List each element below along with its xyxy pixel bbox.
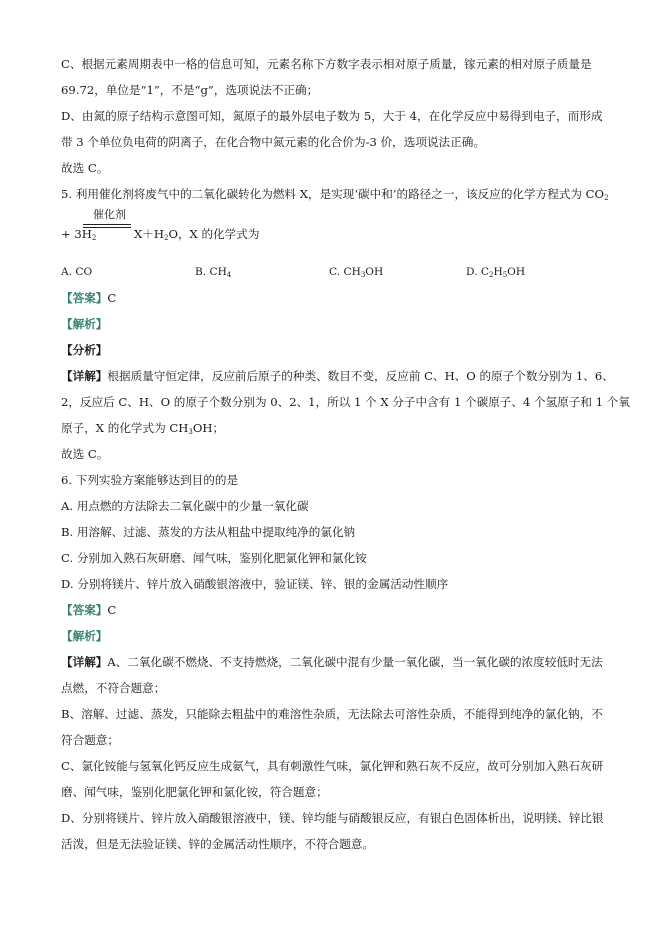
question-5-stem: 5. 利用催化剂将废气中的二氧化碳转化为燃料 X，是实现‘碳中和’的路径之一，该反应的化学方程式为 CO [61, 187, 605, 201]
q5-conclusion: 故选 C。 [61, 447, 109, 461]
q5-option-b-text: B. CH [195, 266, 227, 278]
q5-option-c [329, 264, 383, 280]
detail-text: 原子，X 的化学式为 CH [61, 421, 189, 435]
q6-analysis-heading [61, 628, 107, 644]
detail-tail: OH； [192, 421, 225, 435]
q5-fenxi-heading [61, 342, 107, 358]
equals-line-top [83, 224, 131, 225]
detail-text: A、二氧化碳不燃烧、不支持燃烧，二氧化碳中混有少量一氧化碳，当一氧化碳的浓度较低时无法 [107, 655, 603, 669]
q6-detail-d-line-2: 活泼，但是无法验证镁、锌的金属活动性顺序，不符合题意。 [61, 837, 375, 851]
question-6-stem: 6. 下列实验方案能够达到目的的是 [61, 473, 239, 487]
q6-option-d: D. 分别将镁片、锌片放入硝酸银溶液中，验证镁、锌、银的金属活动性顺序 [61, 577, 449, 591]
q6-answer [61, 602, 116, 618]
q6-detail-b-line-1: B、溶解、过滤、蒸发，只能除去粗盐中的难溶性杂质，无法除去可溶性杂质，不能得到纯净的氯化钠，不 [61, 707, 603, 721]
option-c-explanation-line-1: C、根据元素周期表中一格的信息可知，元素名称下方数字表示相对原子质量，镓元素的相对原子质量是 [61, 57, 592, 71]
equation-reactant-h2: + 3H [61, 227, 92, 241]
answer-tag: 【答案】 [61, 291, 108, 305]
q6-detail-c-line-1: C、氯化铵能与氢氧化钙反应生成氨气，具有刺激性气味，氯化钾和熟石灰不反应，故可分别加入熟石灰研 [61, 759, 604, 773]
detail-text: 根据质量守恒定律，反应前后原子的种类、数目不变，反应前 C、H、O 的原子个数分别为 1、6、 [107, 369, 614, 383]
q5-answer [61, 290, 116, 306]
question-5-text [61, 186, 609, 202]
q5-option-c-tail: OH [365, 266, 384, 278]
q5-detail-line-2: 2，反应后 C、H、O 的原子个数分别为 0、2、1，所以 1 个 X 分子中含有 1 个碳原子、4 个氢原子和 1 个氧 [61, 395, 630, 409]
answer-tag: 【答案】 [61, 603, 108, 617]
subscript: 2 [604, 194, 609, 202]
subscript: 2 [163, 234, 169, 242]
q5-detail-line-1 [61, 368, 614, 384]
q6-detail-c-line-2: 磨、闻气味，鉴别化肥氯化钾和氯化铵，符合题意； [61, 785, 328, 799]
q6-option-a: A. 用点燃的方法除去二氧化碳中的少量一氧化碳 [61, 499, 309, 513]
option-c-explanation-line-2: 69.72，单位是“1”，不是“g”，选项说法不正确； [61, 83, 319, 97]
q6-detail-b-line-2: 符合题意； [61, 733, 119, 747]
option-d-explanation-line-2: 带 3 个单位负电荷的阴离子，在化合物中氮元素的化合价为-3 价，选项说法正确。 [61, 135, 485, 149]
q6-detail-a-line-2: 点燃，不符合题意； [61, 681, 166, 695]
q5-option-c-text: C. CH [329, 266, 361, 278]
subscript: 2 [488, 271, 494, 279]
q6-option-c: C. 分别加入熟石灰研磨、闻气味，鉴别化肥氯化钾和氯化铵 [61, 551, 367, 565]
q5-option-d-tail: OH [507, 266, 526, 278]
q5-option-d-mid: H [493, 266, 503, 278]
conclusion-previous: 故选 C。 [61, 161, 109, 175]
q5-analysis-heading [61, 316, 107, 332]
q6-detail-a-line-1 [61, 654, 603, 670]
answer-value: C [107, 291, 117, 305]
equation-left [61, 226, 96, 242]
fenxi-tag: 【分析】 [61, 343, 108, 357]
subscript: 4 [226, 271, 232, 279]
equation-product: X＋H [134, 227, 164, 241]
option-d-explanation-line-1: D、由氮的原子结构示意图可知，氮原子的最外层电子数为 5，大于 4，在化学反应中易得到电子，而形成 [61, 109, 603, 123]
q6-detail-d-line-1: D、分别将镁片、锌片放入硝酸银溶液中，镁、锌均能与硝酸银反应，有银白色固体析出，说明镁、锌比银 [61, 811, 604, 825]
subscript: 5 [502, 271, 508, 279]
subscript: 2 [91, 234, 97, 242]
analysis-tag: 【解析】 [61, 317, 108, 331]
q5-option-d-text: D. C [466, 266, 489, 278]
subscript: 3 [360, 271, 366, 279]
equation-question: O，X 的化学式为 [168, 227, 260, 241]
detail-tag: 【详解】 [61, 369, 108, 383]
catalyst-label: 催化剂 [93, 208, 126, 221]
q5-option-b [195, 264, 231, 280]
q5-option-a: A. CO [61, 266, 93, 278]
detail-tag: 【详解】 [61, 655, 108, 669]
equation-right [134, 226, 259, 242]
q5-option-d [466, 264, 525, 280]
answer-value: C [107, 603, 117, 617]
q6-option-b: B. 用溶解、过滤、蒸发的方法从粗盐中提取纯净的氯化钠 [61, 525, 356, 539]
q5-detail-line-3 [61, 420, 224, 436]
analysis-tag: 【解析】 [61, 629, 108, 643]
subscript: 3 [188, 428, 193, 436]
